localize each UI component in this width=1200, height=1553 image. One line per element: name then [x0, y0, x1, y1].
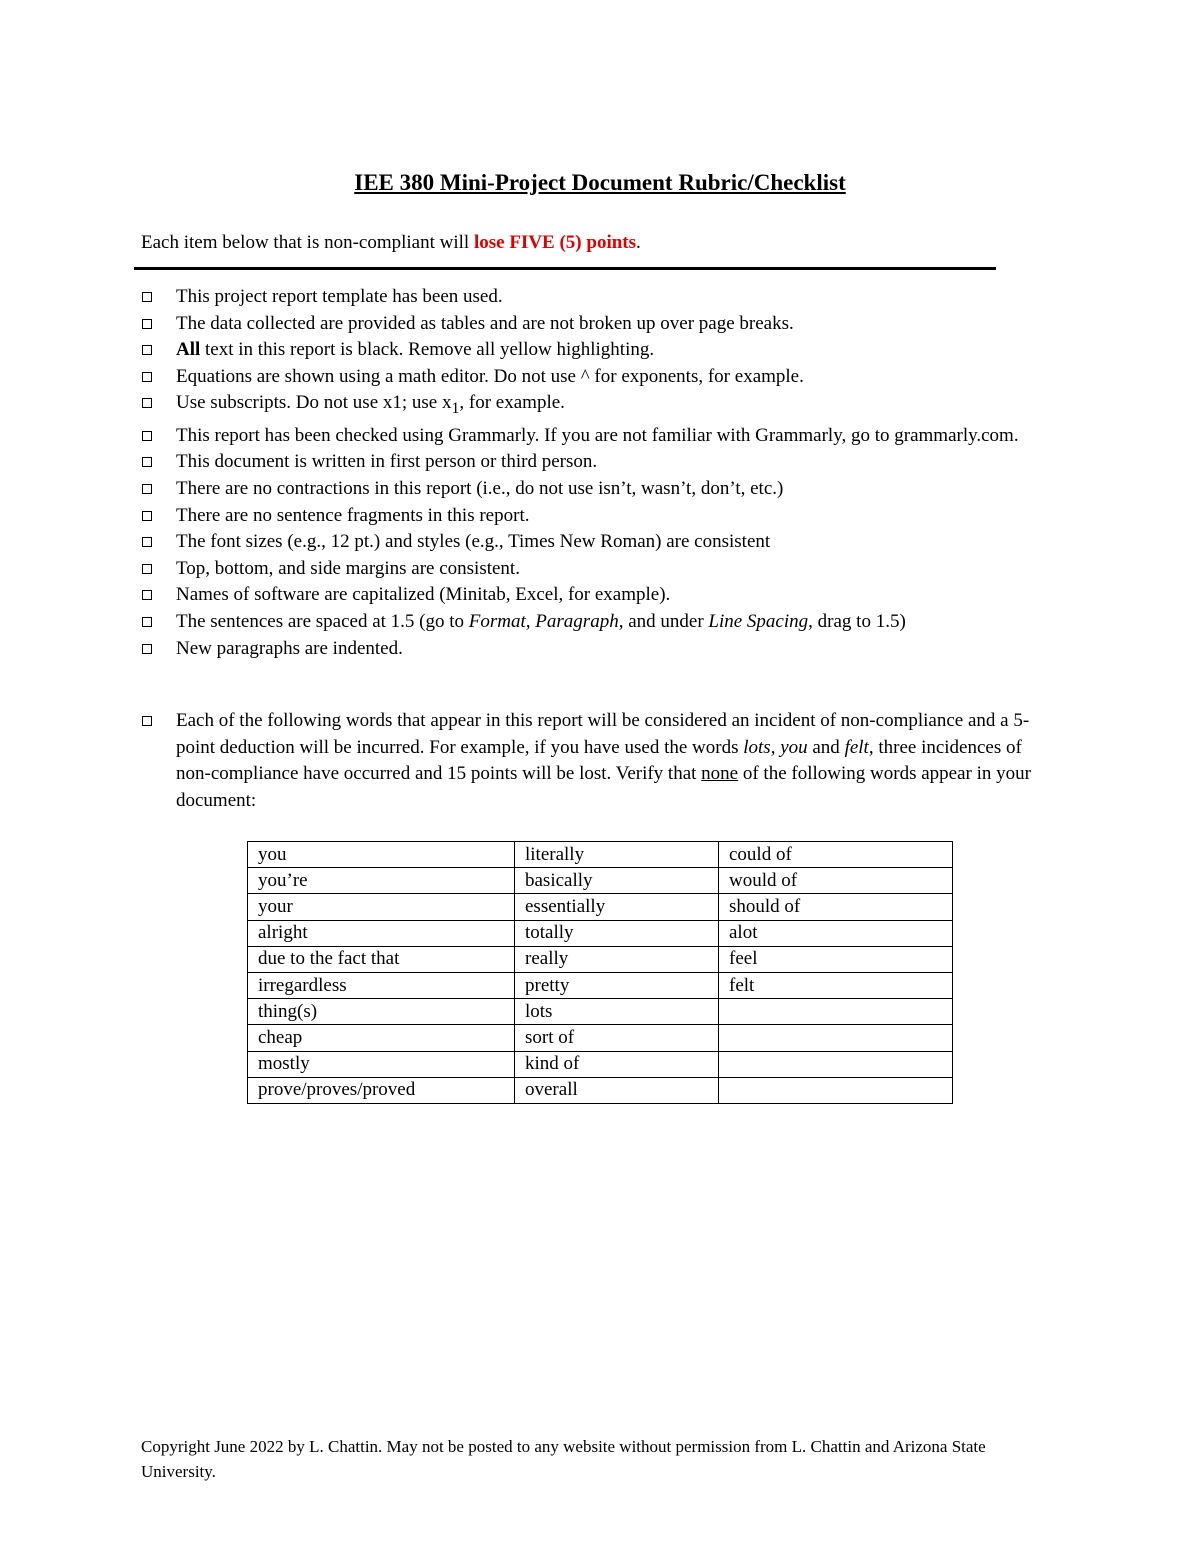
banned-words-table — [247, 841, 953, 1104]
intro-suffix: . — [636, 232, 641, 253]
checkbox-icon — [142, 716, 152, 726]
checklist-item: This report has been checked using Grammarly. If you are not familiar with Grammarly, go to grammarly.com. — [141, 423, 1041, 450]
table-row — [248, 1025, 953, 1051]
checkbox-icon — [142, 511, 152, 521]
copyright-footer: Copyright June 2022 by L. Chattin. May not be posted to any website without permission from L. Chattin and Arizona State University. — [141, 1437, 986, 1481]
table-cell: literally — [515, 842, 719, 868]
intro-prefix: Each item below that is non-compliant will — [141, 232, 474, 253]
table-row — [248, 1077, 953, 1103]
table-cell: felt — [719, 972, 953, 998]
table-cell: you — [248, 842, 515, 868]
checkbox-icon — [142, 644, 152, 654]
checklist-item: The data collected are provided as tables and are not broken up over page breaks. — [141, 311, 1041, 338]
table-cell: due to the fact that — [248, 946, 515, 972]
table-row — [248, 868, 953, 894]
horizontal-rule — [134, 267, 996, 270]
table-cell — [719, 1077, 953, 1103]
checkbox-icon — [142, 398, 152, 408]
checklist — [141, 284, 1041, 662]
penalty-text: lose FIVE (5) points — [473, 232, 637, 253]
table-cell: alot — [719, 920, 953, 946]
table-cell: lots — [515, 999, 719, 1025]
checkbox-icon — [142, 457, 152, 467]
checkbox-icon — [142, 617, 152, 627]
table-cell: your — [248, 894, 515, 920]
table-cell: really — [515, 946, 719, 972]
table-cell: should of — [719, 894, 953, 920]
table-row — [248, 1051, 953, 1077]
checklist-item: Names of software are capitalized (Minitab, Excel, for example). — [141, 582, 1041, 609]
checklist-item: Top, bottom, and side margins are consistent. — [141, 556, 1041, 583]
checkbox-icon — [142, 564, 152, 574]
table-row — [248, 946, 953, 972]
table-cell: irregardless — [248, 972, 515, 998]
table-row — [248, 894, 953, 920]
checkbox-icon — [142, 537, 152, 547]
table-cell: totally — [515, 920, 719, 946]
checklist-item: All text in this report is black. Remove all yellow highlighting. — [141, 337, 1041, 364]
checklist-item: Each of the following words that appear in this report will be considered an incident of non-compliance and a 5-point deduction will be incurred. For example, if you have used the words lots, you and felt, three incidences of non-compliance have occurred and 15 points will be lost. Verify that none of the following words appear in your document: — [141, 708, 1041, 814]
table-cell: kind of — [515, 1051, 719, 1077]
word-list-instructions — [141, 708, 1041, 814]
checklist-item: There are no contractions in this report (i.e., do not use isn’t, wasn’t, don’t, etc.) — [141, 476, 1041, 503]
intro-line — [141, 232, 641, 254]
table-cell: overall — [515, 1077, 719, 1103]
table-row — [248, 999, 953, 1025]
table-cell: cheap — [248, 1025, 515, 1051]
checkbox-icon — [142, 372, 152, 382]
checkbox-icon — [142, 484, 152, 494]
table-cell — [719, 1051, 953, 1077]
table-cell: you’re — [248, 868, 515, 894]
page-title: IEE 380 Mini-Project Document Rubric/Checklist — [354, 170, 846, 195]
table-row — [248, 842, 953, 868]
table-cell — [719, 1025, 953, 1051]
table-row — [248, 920, 953, 946]
table-cell: would of — [719, 868, 953, 894]
checkbox-icon — [142, 431, 152, 441]
checklist-item: Equations are shown using a math editor. Do not use ^ for exponents, for example. — [141, 364, 1041, 391]
checkbox-icon — [142, 319, 152, 329]
table-cell: prove/proves/proved — [248, 1077, 515, 1103]
table-cell — [719, 999, 953, 1025]
checklist-item: There are no sentence fragments in this report. — [141, 503, 1041, 530]
checklist-item: This project report template has been used. — [141, 284, 1041, 311]
table-cell: sort of — [515, 1025, 719, 1051]
table-cell: mostly — [248, 1051, 515, 1077]
table-cell: pretty — [515, 972, 719, 998]
checklist-item: The font sizes (e.g., 12 pt.) and styles (e.g., Times New Roman) are consistent — [141, 529, 1041, 556]
checklist-item: Use subscripts. Do not use x1; use $x_1$, for example. — [141, 390, 1041, 422]
table-cell: thing(s) — [248, 999, 515, 1025]
table-cell: essentially — [515, 894, 719, 920]
checklist-item: This document is written in first person or third person. — [141, 449, 1041, 476]
table-row — [248, 972, 953, 998]
table-cell: feel — [719, 946, 953, 972]
table-cell: could of — [719, 842, 953, 868]
table-cell: basically — [515, 868, 719, 894]
table-cell: alright — [248, 920, 515, 946]
checklist-item: The sentences are spaced at 1.5 (go to Format, Paragraph, and under Line Spacing, drag to 1.5) — [141, 609, 1041, 636]
checklist-item: New paragraphs are indented. — [141, 636, 1041, 663]
checkbox-icon — [142, 292, 152, 302]
checkbox-icon — [142, 590, 152, 600]
checkbox-icon — [142, 345, 152, 355]
